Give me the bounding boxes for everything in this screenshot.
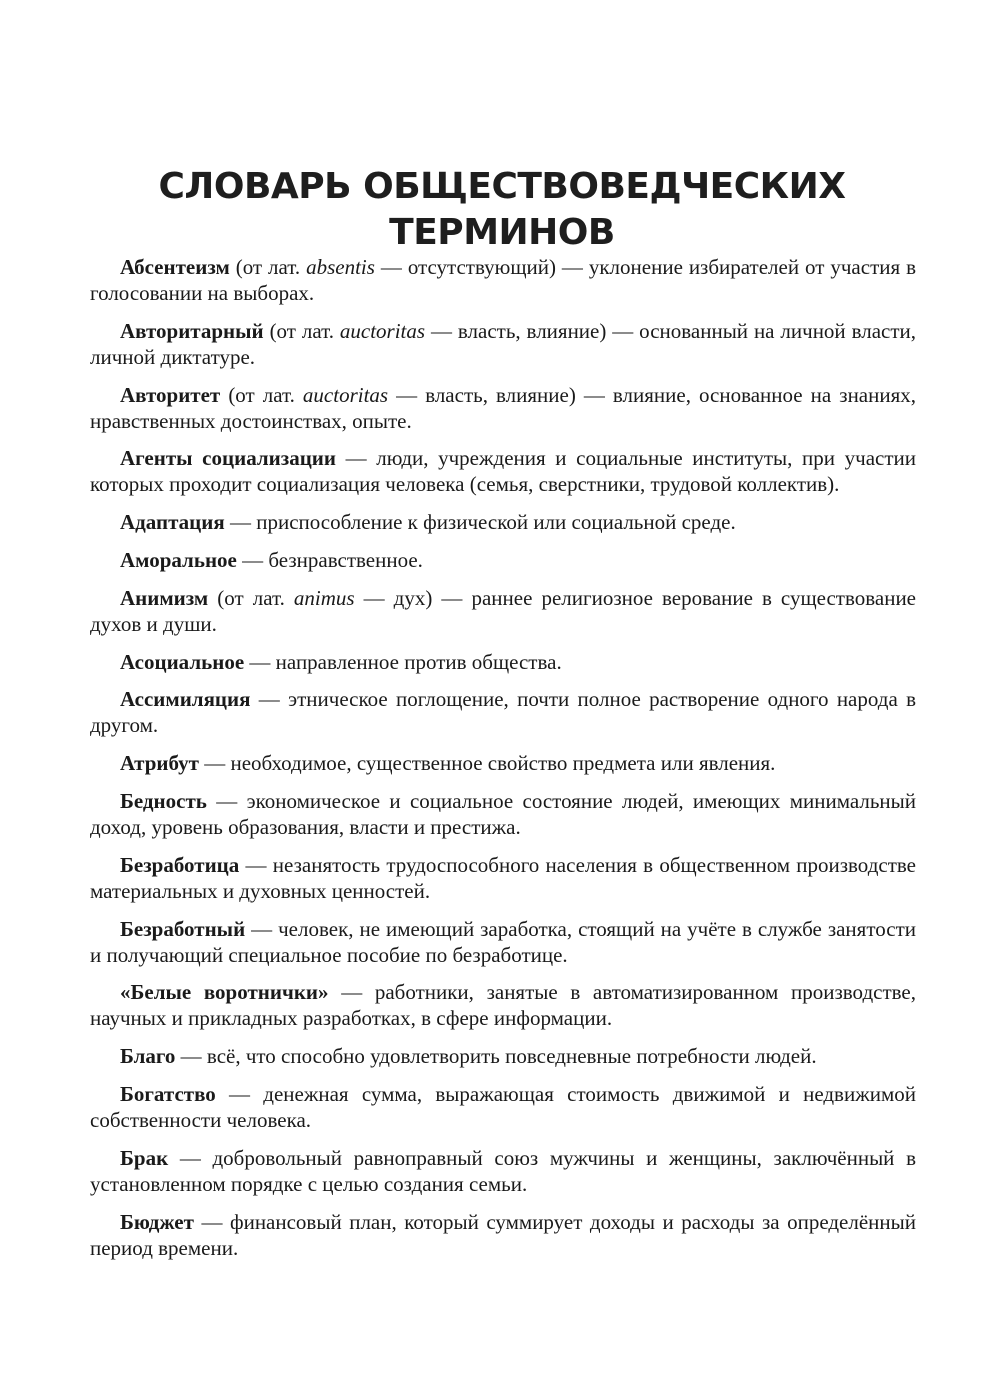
entry-definition: — дух) — раннее религиозное верование в существование духов и души. [90,585,916,636]
entry-term: Бедность [120,788,207,813]
entry-term: Авторитет [120,382,221,407]
entry-term: Абсентеизм [120,255,230,279]
entry-definition: (от лат. [208,585,294,610]
glossary-entry [90,979,916,1031]
entry-definition: — финансовый план, который суммирует доходы и расходы за определённый период времени. [90,1209,916,1260]
entry-latin-word: auctoritas [302,382,389,407]
entry-term: «Белые воротнички» [120,980,329,1005]
entry-term: Анимизм [120,585,209,610]
entry-definition: — власть, влияние) — основанный на личной власти, личной диктатуре. [90,318,917,369]
entry-term: Богатство [120,1081,216,1106]
glossary-entry [90,916,916,968]
glossary-entry [90,509,916,535]
glossary-entry [90,318,916,370]
entry-definition: — безнравственное. [236,547,423,572]
page-title [0,164,1004,256]
entry-term: Асоциальное [120,649,245,674]
entry-term: Адаптация [120,510,225,535]
glossary-entry [90,686,916,738]
glossary-entry [90,1209,916,1261]
entry-term: Благо [120,1044,176,1069]
glossary-entry [90,382,916,434]
entry-term: Аморальное [120,547,237,572]
entry-definition: (от лат. [220,382,303,407]
glossary-entry [90,750,916,776]
entry-definition: — всё, что способно удовлетворить повседневные потребности людей. [175,1044,817,1069]
glossary-entry [90,445,916,497]
entry-term: Бюджет [120,1209,194,1234]
entry-definition: (от лат. [229,255,307,279]
glossary-entry [90,1081,916,1133]
entry-definition: — необходимое, существенное свойство предмета или явления. [199,751,776,776]
entry-latin-word: absentis [306,255,375,279]
glossary-entry [90,852,916,904]
glossary-entry [90,788,916,840]
entry-term: Авторитарный [120,318,264,343]
entry-term: Атрибут [120,751,199,776]
entry-definition: — денежная сумма, выражающая стоимость движимой и недвижимой собственности человека. [90,1081,916,1132]
entry-term: Ассимиляция [120,687,251,712]
entry-definition: (от лат. [263,318,340,343]
glossary-entry [90,1043,916,1069]
entry-definition: — незанятость трудоспособного населения в общественном производстве материальных и духовных ценностей. [90,852,916,903]
entry-term: Безработица [120,852,240,877]
title-line-1: СЛОВАРЬ ОБЩЕСТВОВЕДЧЕСКИХ [158,166,846,208]
entry-definition: — приспособление к физической или социальной среде. [224,510,736,535]
entry-term: Безработный [120,916,246,941]
glossary-entry [90,585,916,637]
entry-definition: — власть, влияние) — влияние, основанное на знаниях, нравственных достоинствах, опыте. [90,382,917,433]
entry-definition: — экономическое и социальное состояние людей, имеющих минимальный доход, уровень образования, власти и престижа. [90,788,916,839]
entry-term: Агенты социализации [120,446,336,471]
title-line-2: ТЕРМИНОВ [389,212,615,254]
entry-latin-word: animus [293,585,355,610]
glossary-entry [90,1145,916,1197]
entry-latin-word: auctoritas [339,318,426,343]
entry-definition: — добровольный равноправный союз мужчины и женщины, заключённый в установленном порядке с целью создания семьи. [90,1145,916,1196]
entry-definition: — работники, занятые в автоматизированном производстве, научных и прикладных разработках, в сфере информации. [90,980,916,1031]
entry-definition: — этническое поглощение, почти полное растворение одного народа в другом. [90,687,916,738]
entry-term: Брак [120,1145,169,1170]
glossary-entry [90,547,916,573]
entry-definition: — человек, не имеющий заработка, стоящий на учёте в службе занятости и получающий специальное пособие по безработице. [90,916,916,967]
entry-definition: — люди, учреждения и социальные институты, при участии которых проходит социализация человека (семья, сверстники, трудовой коллектив). [90,446,916,497]
glossary-entry [90,254,916,306]
entry-definition: — отсутствующий) — уклонение избирателей от участия в голосовании на выборах. [90,255,916,305]
glossary-entry [90,649,916,675]
glossary-entries [90,254,916,1272]
entry-definition: — направленное против общества. [244,649,562,674]
